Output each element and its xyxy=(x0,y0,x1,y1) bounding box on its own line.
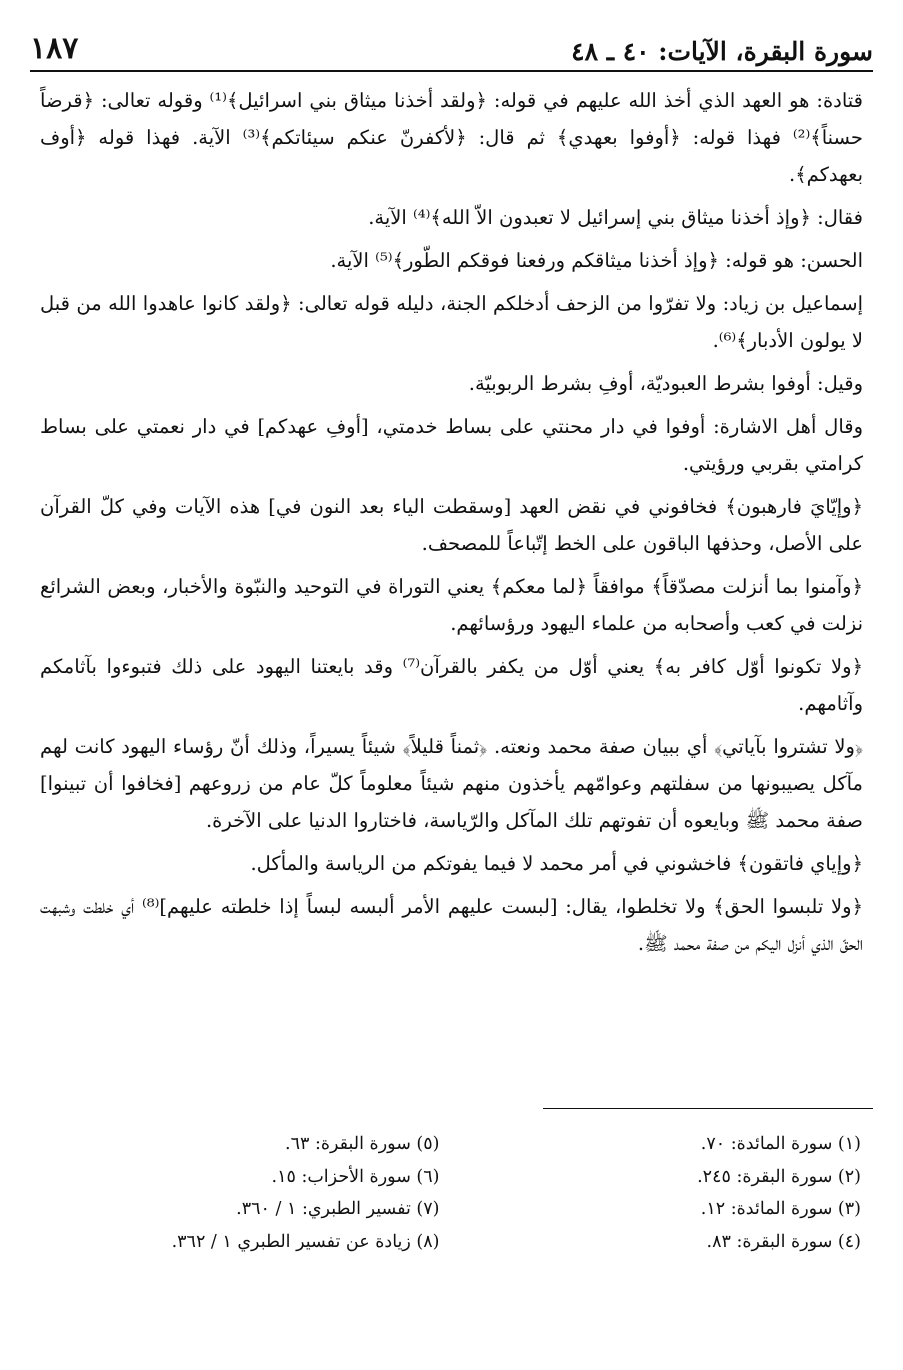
paragraph: ﴿وإيّايَ فارهبون﴾ فخافوني في نقض العهد [وسقطت الياء بعد النون في] هذه الآيات وفي كلّ القرآن على الأصل، وحذفها الباقون على الخط إتّباعاً للمصحف. xyxy=(40,495,863,555)
paragraph: ﴿ولا تلبسوا الحق﴾ ولا تخلطوا، يقال: [لبست عليهم الأمر ألبسه لبساً إذا خلطته عليهم]⁽⁸⁾ أي خلطت وشبهت الحقّ الذي أنزل اليكم من صفة محمد ﷺ. xyxy=(40,895,864,955)
footnote: (٣) سورة المائدة: ١٢. xyxy=(700,1199,861,1219)
paragraph: قتادة: هو العهد الذي أخذ الله عليهم في قوله: ﴿ولقد أخذنا ميثاق بني اسرائيل﴾⁽¹⁾ وقوله تعالى: ﴿قرضاً حسناً﴾⁽²⁾ فهذا قوله: ﴿أوفوا بعهدي﴾ ثم قال: ﴿لأكفرنّ عنكم سيئاتكم﴾⁽³⁾ الآية. فهذا قوله ﴿أوف بعهدكم﴾. xyxy=(40,89,863,186)
paragraph: وقال أهل الاشارة: أوفوا في دار محنتي على بساط خدمتي، [أوفِ عهدكم] في دار نعمتي على بساط كرامتي بقربي ورؤيتي. xyxy=(40,415,863,475)
footnotes-column-left xyxy=(30,1128,452,1258)
footnote: (٥) سورة البقرة: ٦٣. xyxy=(284,1134,440,1154)
footnote: (٢) سورة البقرة: ٢٤٥. xyxy=(697,1166,861,1187)
page-title: سورة البقرة، الآيات: ٤٠ ـ ٤٨ xyxy=(571,37,873,66)
paragraph: ﴿وآمنوا بما أنزلت مصدّقاً﴾ موافقاً ﴿لما معكم﴾ يعني التوراة في التوحيد والنبّوة والأخبار، وبعض الشرائع نزلت في كعب وأصحابه من علماء اليهود ورؤسائهم. xyxy=(40,575,863,635)
footnote: (٦) سورة الأحزاب: ١٥. xyxy=(271,1166,440,1187)
footnote-separator xyxy=(543,1108,873,1109)
paragraph: إسماعيل بن زياد: ولا تفرّوا من الزحف أدخلكم الجنة، دليله قوله تعالى: ﴿ولقد كانوا عاهدوا الله من قبل لا يولون الأدبار﴾⁽⁶⁾. xyxy=(40,292,863,352)
paragraph: ﴿ولا تكونوا أوّل كافر به﴾ يعني أوّل من يكفر بالقرآن⁽⁷⁾ وقد بايعتنا اليهود على ذلك فتبوءوا بآثامكم وآثامهم. xyxy=(40,655,863,715)
footnote: (٤) سورة البقرة: ٨٣. xyxy=(706,1231,861,1252)
footnote: (٧) تفسير الطبري: ١ / ٣٦٠. xyxy=(236,1199,440,1219)
footnote: (١) سورة المائدة: ٧٠. xyxy=(700,1134,861,1154)
paragraph: ﴿ولا تشتروا بآياتي﴾ أي ببيان صفة محمد ونعته. ﴿ثمناً قليلاً﴾ شيئاً يسيراً، وذلك أنّ رؤساء اليهود كانت لهم مآكل يصيبونها من سفلتهم وعوامّهم يأخذون منهم شيئاً معلوماً كلّ عام من زروعهم [فخافوا أن تبينوا] صفة محمد ﷺ وبايعوه أن تفوتهم تلك المآكل والرّياسة، فاختاروا الدنيا على الآخرة. xyxy=(40,735,863,832)
paragraph: الحسن: هو قوله: ﴿وإذ أخذنا ميثاقكم ورفعنا فوقكم الطّور﴾⁽⁵⁾ الآية. xyxy=(330,249,863,272)
paragraph: ﴿وإياي فاتقون﴾ فاخشوني في أمر محمد لا فيما يفوتكم من الرياسة والمأكل. xyxy=(250,852,863,875)
footnotes xyxy=(30,1128,873,1258)
page-header xyxy=(30,18,873,72)
paragraph: وقيل: أوفوا بشرط العبوديّة، أوفِ بشرط الربوبيّة. xyxy=(468,372,863,395)
paragraph: فقال: ﴿وإذ أخذنا ميثاق بني إسرائيل لا تعبدون الاّ الله﴾⁽⁴⁾ الآية. xyxy=(368,206,863,229)
page-body xyxy=(40,82,863,968)
footnotes-column-right xyxy=(452,1128,874,1258)
page-number: ١٨٧ xyxy=(30,31,79,66)
footnote: (٨) زيادة عن تفسير الطبري ١ / ٣٦٢. xyxy=(171,1231,440,1252)
